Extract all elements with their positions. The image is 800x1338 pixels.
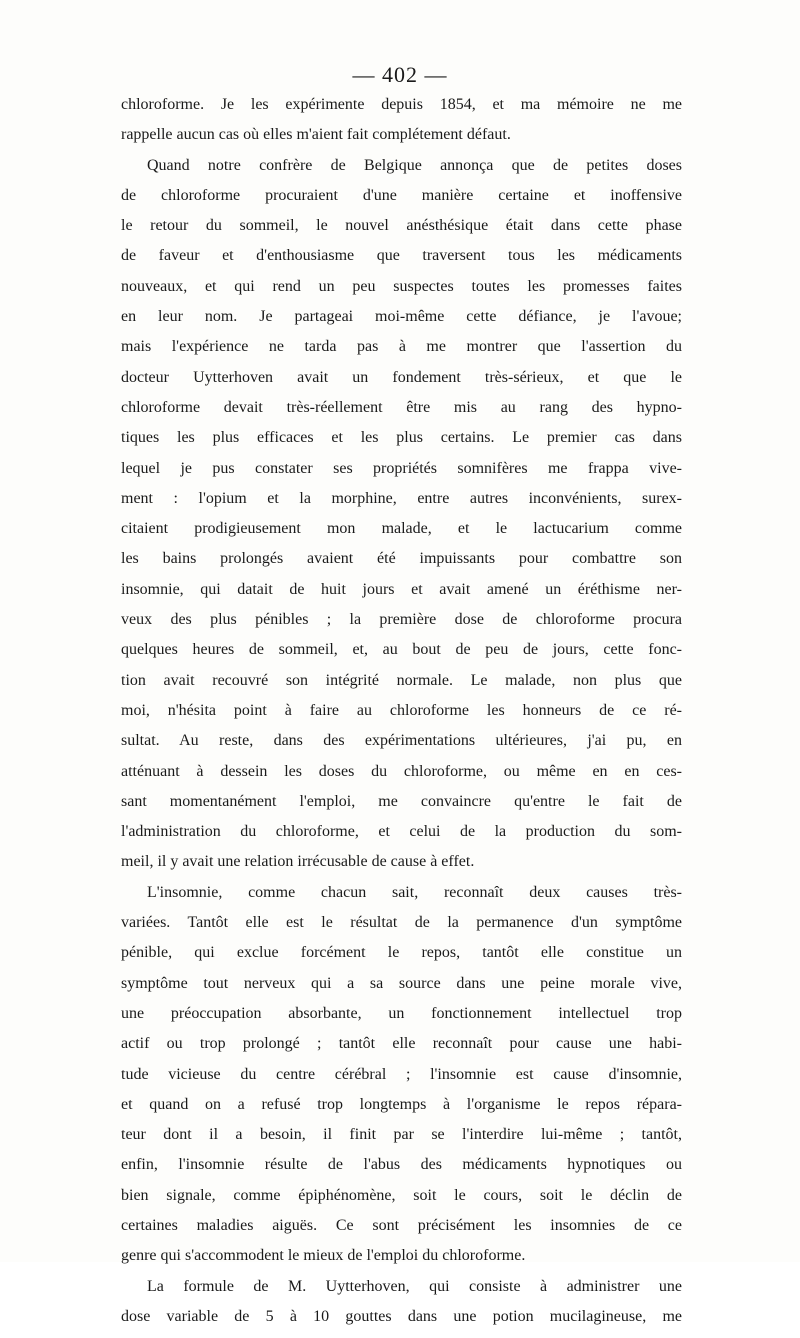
text-line: meil, il y avait une relation irrécusable de cause à effet. <box>121 853 475 871</box>
text-line: symptôme tout nerveux qui a sa source dans une peine morale vive, <box>121 974 682 992</box>
text-line: docteur Uytterhoven avait un fondement très-sérieux, et que le <box>121 368 682 386</box>
page-number: — 402 — <box>352 62 448 87</box>
text-line: tiques les plus efficaces et les plus certains. Le premier cas dans <box>121 429 682 447</box>
text-line: chloroforme. Je les expérimente depuis 1854, et ma mémoire ne me <box>121 96 682 113</box>
text-line: insomnie, qui datait de huit jours et avait amené un éréthisme ner- <box>121 580 682 598</box>
paragraph <box>121 884 682 1278</box>
text-line: bien signale, comme épiphénomène, soit le cours, soit le déclin de <box>121 1186 682 1204</box>
text-line: dose variable de 5 à 10 gouttes dans une potion mucilagineuse, me <box>121 1307 682 1325</box>
text-line: quelques heures de sommeil, et, au bout de peu de jours, cette fonc- <box>121 641 682 659</box>
text-line: tion avait recouvré son intégrité normale. Le malade, non plus que <box>121 671 682 689</box>
text-line: veux des plus pénibles ; la première dose de chloroforme procura <box>121 611 682 629</box>
text-line: lequel je pus constater ses propriétés somnifères me frappa vive- <box>121 459 682 477</box>
text-line: certaines maladies aiguës. Ce sont précisément les insomnies de ce <box>121 1216 682 1234</box>
text-line: Quand notre confrère de Belgique annonça que de petites doses <box>147 156 682 174</box>
text-line: rappelle aucun cas où elles m'aient fait complétement défaut. <box>121 126 511 144</box>
paragraph <box>121 157 682 884</box>
text-line: et quand on a refusé trop longtemps à l'organisme le repos répara- <box>121 1095 682 1113</box>
text-line: L'insomnie, comme chacun sait, reconnaît deux causes très- <box>147 883 682 901</box>
text-line: teur dont il a besoin, il finit par se l'interdire lui-même ; tantôt, <box>121 1126 682 1144</box>
text-line: sant momentanément l'emploi, me convaincre qu'entre le fait de <box>121 792 682 810</box>
text-line: actif ou trop prolongé ; tantôt elle reconnaît pour cause une habi- <box>121 1035 682 1053</box>
text-line: enfin, l'insomnie résulte de l'abus des médicaments hypnotiques ou <box>121 1156 682 1174</box>
text-line: en leur nom. Je partageai moi-même cette défiance, je l'avoue; <box>121 308 682 326</box>
text-line: une préoccupation absorbante, un fonctionnement intellectuel trop <box>121 1004 682 1022</box>
body-text <box>121 96 682 1338</box>
text-line: nouveaux, et qui rend un peu suspectes toutes les promesses faites <box>121 277 682 295</box>
text-line: tude vicieuse du centre cérébral ; l'insomnie est cause d'insomnie, <box>121 1065 682 1083</box>
text-line: mais l'expérience ne tarda pas à me montrer que l'assertion du <box>121 338 682 356</box>
text-line: de faveur et d'enthousiasme que traversent tous les médicaments <box>121 247 682 265</box>
paragraph <box>121 1278 682 1338</box>
text-line: sultat. Au reste, dans des expérimentations ultérieures, j'ai pu, en <box>121 732 682 750</box>
text-line: variées. Tantôt elle est le résultat de la permanence d'un symptôme <box>121 914 682 932</box>
text-line: citaient prodigieusement mon malade, et le lactucarium comme <box>121 520 682 538</box>
text-line: l'administration du chloroforme, et celui de la production du som- <box>121 823 682 841</box>
text-line: genre qui s'accommodent le mieux de l'emploi du chloroforme. <box>121 1247 526 1265</box>
text-line: pénible, qui exclue forcément le repos, tantôt elle constitue un <box>121 944 682 962</box>
text-line: les bains prolongés avaient été impuissants pour combattre son <box>121 550 682 568</box>
text-line: La formule de M. Uytterhoven, qui consiste à administrer une <box>147 1277 682 1295</box>
text-line: le retour du sommeil, le nouvel anésthésique était dans cette phase <box>121 217 682 235</box>
paragraph <box>121 96 682 157</box>
text-line: de chloroforme procuraient d'une manière certaine et inoffensive <box>121 186 682 204</box>
text-line: ment : l'opium et la morphine, entre autres inconvénients, surex- <box>121 489 682 507</box>
text-line: chloroforme devait très-réellement être mis au rang des hypno- <box>121 398 682 416</box>
text-line: atténuant à dessein les doses du chloroforme, ou même en en ces- <box>121 762 682 780</box>
text-line: moi, n'hésita point à faire au chloroforme les honneurs de ce ré- <box>121 701 682 719</box>
